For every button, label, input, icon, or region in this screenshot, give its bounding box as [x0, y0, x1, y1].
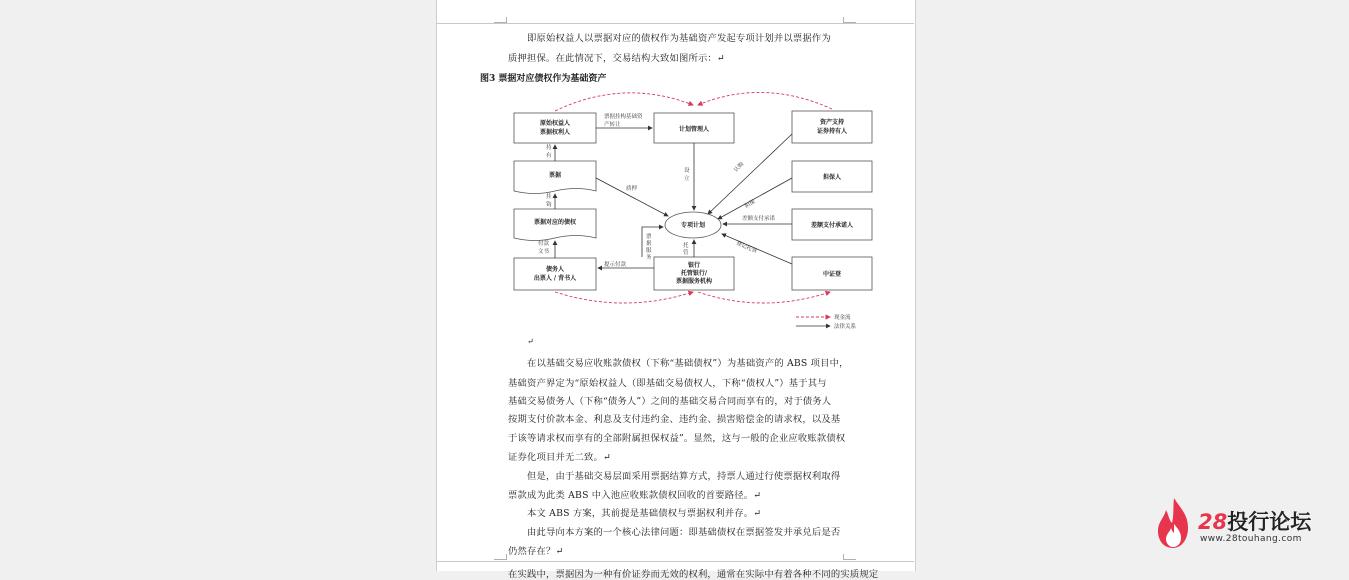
claim-label: 票据对应的债权 [533, 219, 577, 226]
label-bill-service-1: 票 [646, 234, 652, 240]
paragraph-line: 证券化项目并无二致。↵ [508, 452, 611, 463]
label-hold-1: 持 [546, 145, 552, 151]
paragraph-line: 本文 ABS 方案，其前提是基础债权与票据权利并存。↵ [527, 508, 762, 519]
cashflow-bottom-right [698, 292, 830, 303]
margin-corner-mark [843, 554, 856, 560]
label-hold-2: 有 [546, 153, 552, 159]
label-transfer-1: 票据挂构基础资 [604, 114, 643, 120]
paragraph-line-cut: 在实践中，票据因为一种有价证券而无效的权利，通常在实际中有着各种不同的实质规定 [508, 569, 879, 580]
label-transfer-2: 产转让 [604, 122, 621, 128]
cashflow-bottom-left [555, 292, 693, 303]
label-establish-2: 立 [684, 176, 690, 182]
debtor-label-2: 出票人 / 背书人 [533, 275, 577, 282]
bank-label-2: 托管银行/ [680, 270, 708, 277]
originator-label-1: 原始权益人 [539, 120, 571, 127]
margin-corner-mark [843, 17, 856, 23]
arrow-guarantee [718, 178, 792, 219]
margin-corner-mark [494, 17, 507, 23]
label-guarantee: 担保 [744, 199, 757, 210]
label-subscribe: 认购 [733, 161, 746, 174]
paragraph-line: 基础资产界定为“原始权益人（即基础交易债权人，下称“债权人”）基于其与 [508, 378, 827, 389]
bank-label-1: 银行 [687, 262, 701, 269]
transaction-structure-diagram [436, 86, 914, 336]
label-bill-service-2: 据 [646, 241, 652, 247]
label-custody-1: 托 [683, 243, 689, 249]
originator-label-2: 票据权利人 [539, 129, 571, 136]
holders-box [792, 111, 872, 143]
legend-legal-label: 法律关系 [834, 324, 857, 330]
csdc-label: 中证登 [822, 271, 842, 278]
label-bill-service-3: 服 [646, 248, 652, 254]
paragraph-line: 但是，由于基础交易层面采用票据结算方式，持票人通过行使票据权利取得 [527, 471, 841, 482]
label-pay-doc-1: 付款 [538, 241, 550, 247]
originator-box [514, 113, 596, 143]
page-break-line [436, 561, 914, 562]
holders-label-2: 证券持有人 [816, 128, 848, 135]
label-pay-doc-2: 文书 [538, 249, 550, 255]
label-bind-1: 挂 [546, 194, 552, 200]
paragraph-line: 按期支付价款本金、利息及支付违约金、违约金、损害赔偿金的请求权，以及基 [508, 414, 841, 425]
label-bind-2: 钩 [546, 202, 552, 208]
cashflow-top-right [698, 92, 832, 109]
paragraph-line: 质押担保。在此情况下，交易结构大致如图所示：↵ [508, 53, 725, 64]
label-bill-service-4: 务 [646, 255, 652, 261]
label-register: 登记托管 [735, 240, 758, 255]
page-header-margin-line [436, 23, 914, 24]
empty-paragraph-mark: ↵ [527, 337, 534, 346]
label-establish-1: 设 [684, 168, 690, 174]
cashflow-top-left [555, 93, 693, 111]
legend-cash-label: 现金流 [834, 315, 851, 321]
figure-caption: 图3 票据对应债权作为基础资产 [480, 74, 607, 84]
brand-title [1198, 506, 1311, 536]
bank-label-3: 票据服务机构 [675, 278, 713, 285]
label-diff-commit: 差额支付承诺 [742, 216, 776, 222]
brand-number: 28 [1198, 510, 1228, 534]
label-pledge: 质押 [626, 186, 638, 192]
holders-label-1: 资产支持 [819, 119, 845, 126]
diff-pay-label: 差额支付承诺人 [810, 222, 854, 229]
bill-label: 票据 [548, 172, 562, 179]
label-custody-2: 管 [683, 250, 689, 256]
brand-url: www.28touhang.com [1200, 534, 1302, 544]
flame-icon [1154, 496, 1194, 550]
paragraph-line: 于该等请求权而享有的全部附属担保权益”。显然，这与一般的企业应收账款债权 [508, 433, 846, 444]
margin-corner-mark [494, 554, 507, 560]
manager-label: 计划管理人 [678, 126, 710, 133]
brand-text: 投行论坛 [1227, 510, 1312, 534]
guarantor-label: 担保人 [822, 174, 842, 181]
site-watermark-logo [1154, 496, 1329, 552]
paragraph-line: 票款成为此类 ABS 中入池应收账款债权回收的首要路径。↵ [508, 490, 762, 501]
spv-label: 专项计划 [680, 222, 706, 229]
paragraph-line: 基础交易债务人（下称“债务人”）之间的基础交易合同而享有的，对于债务人 [508, 396, 832, 407]
debtor-label-1: 债务人 [545, 266, 565, 273]
debtor-box [514, 258, 596, 290]
label-present: 提示付款 [604, 262, 627, 268]
arrow-pledge [596, 178, 668, 216]
paragraph-line: 在以基础交易应收账款债权（下称“基础债权”）为基础资产的 ABS 项目中， [527, 358, 849, 369]
paragraph-line: 即原始权益人以票据对应的债权作为基础资产发起专项计划并以票据作为 [527, 33, 831, 44]
paragraph-line: 仍然存在？↵ [508, 546, 564, 557]
paragraph-line: 由此导向本方案的一个核心法律问题：即基础债权在票据签发并承兑后是否 [527, 527, 841, 538]
